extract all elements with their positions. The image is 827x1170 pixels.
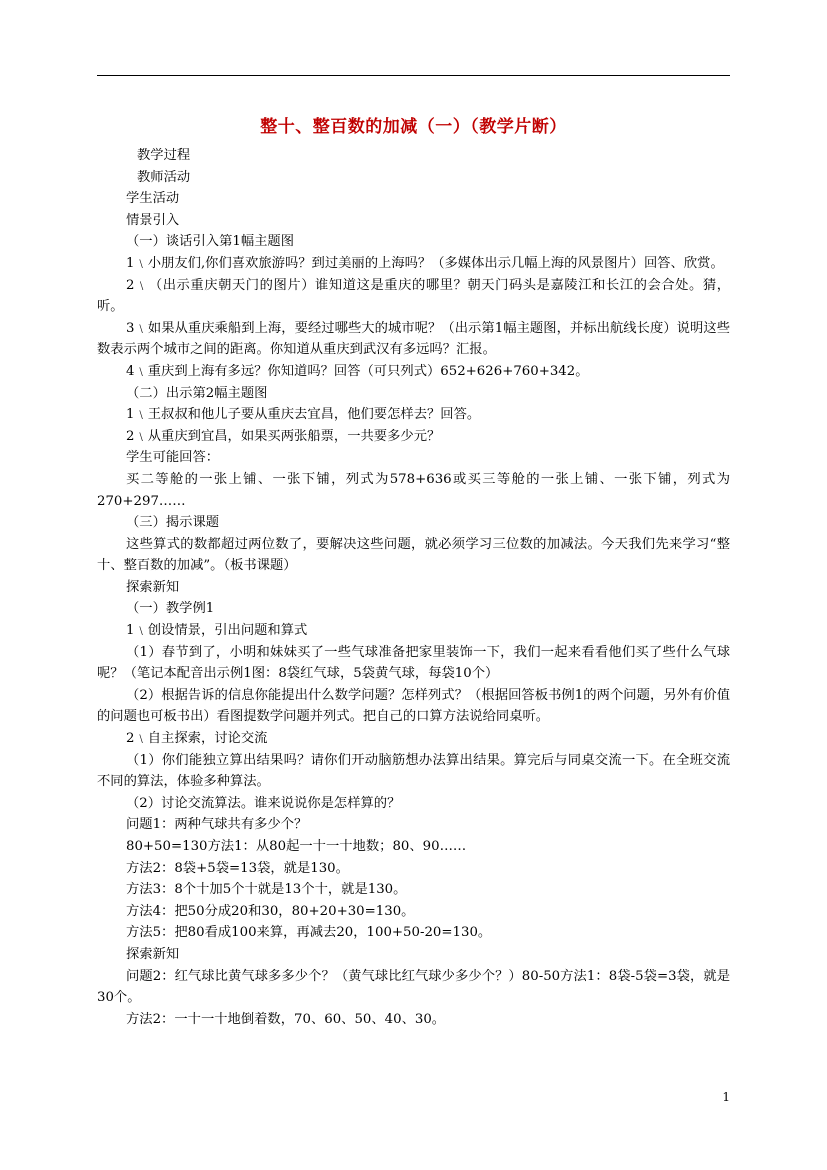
paragraph: 2﹨（出示重庆朝天门的图片）谁知道这是重庆的哪里？朝天门码头是嘉陵江和长江的会合处。猜，听。	[97, 277, 730, 315]
paragraph: 方法2：8袋+5袋=13袋，就是130。	[126, 860, 349, 876]
paragraph: （1）你们能独立算出结果吗？请你们开动脑筋想办法算出结果。算完后与同桌交流一下。在全班交流不同的算法，体验多种算法。	[97, 752, 730, 790]
paragraph: 1﹨王叔叔和他儿子要从重庆去宜昌，他们要怎样去？回答。	[126, 407, 481, 423]
paragraph: 情景引入	[126, 212, 180, 228]
paragraph: （2）讨论交流算法。谁来说说你是怎样算的？	[126, 795, 401, 811]
paragraph: 问题1：两种气球共有多少个？	[126, 817, 308, 833]
paragraph: （1）春节到了，小明和妹妹买了一些气球准备把家里装饰一下，我们一起来看看他们买了些什么气球呢？（笔记本配音出示例1图：8袋红气球，5袋黄气球，每袋10个）	[97, 644, 730, 682]
paragraph: 方法4：把50分成20和30，80+20+30=130。	[126, 903, 415, 919]
paragraph: 学生可能回答：	[126, 450, 220, 466]
paragraph: 这些算式的数都超过两位数了，要解决这些问题，就必须学习三位数的加减法。今天我们先来学习“整十、整百数的加减”。（板书课题）	[97, 536, 730, 574]
paragraph: 问题2：红气球比黄气球多多少个？（黄气球比红气球少多少个？）80-50方法1：8袋-5袋=3袋，就是30个。	[97, 968, 730, 1006]
paragraph: 2﹨自主探索，讨论交流	[126, 731, 268, 747]
paragraph: 教学过程	[137, 148, 191, 163]
page-number: 1	[722, 1090, 730, 1104]
paragraph: （三）揭示课题	[126, 515, 220, 531]
paragraph: 1﹨创设情景，引出问题和算式	[126, 623, 308, 639]
paragraph: 3﹨如果从重庆乘船到上海，要经过哪些大的城市呢？（出示第1幅主题图，并标出航线长度）说明这些数表示两个城市之间的距离。你知道从重庆到武汉有多远吗？汇报。	[97, 320, 730, 358]
paragraph: 探索新知	[126, 579, 180, 595]
paragraph: （二）出示第2幅主题图	[126, 385, 268, 401]
header-rule	[97, 75, 730, 76]
paragraph: （一）谈话引入第1幅主题图	[126, 234, 295, 250]
page-title: 整十、整百数的加减（一）（教学片断）	[260, 117, 567, 137]
paragraph: 教师活动	[137, 169, 191, 185]
paragraph: 方法5：把80看成100来算，再减去20，100+50-20=130。	[126, 925, 492, 941]
paragraph: 方法2：一十一十地倒着数，70、60、50、40、30。	[126, 1011, 446, 1027]
paragraph: 探索新知	[126, 946, 180, 962]
paragraph: 学生活动	[126, 191, 180, 207]
document-body	[97, 145, 730, 1030]
paragraph: 方法3：8个十加5个十就是13个十，就是130。	[126, 882, 407, 898]
paragraph: （2）根据告诉的信息你能提出什么数学问题？怎样列式？（根据回答板书例1的两个问题，另外有价值的问题也可板书出）看图提数学问题并列式。把自己的口算方法说给同桌听。	[97, 687, 730, 725]
paragraph: （一）教学例1	[126, 601, 215, 617]
paragraph: 买二等舱的一张上铺、一张下铺，列式为578+636或买三等舱的一张上铺、一张下铺，列式为270+297……	[97, 471, 730, 509]
paragraph: 4﹨重庆到上海有多远？你知道吗？回答（可只列式）652+626+760+342。	[126, 363, 589, 379]
paragraph: 80+50=130方法1：从80起一十一十地数；80、90……	[126, 839, 467, 854]
paragraph: 2﹨从重庆到宜昌，如果买两张船票，一共要多少元？	[126, 428, 441, 444]
paragraph: 1﹨小朋友们,你们喜欢旅游吗？到过美丽的上海吗？（多媒体出示几幅上海的风景图片）回答、欣赏。	[126, 255, 724, 271]
